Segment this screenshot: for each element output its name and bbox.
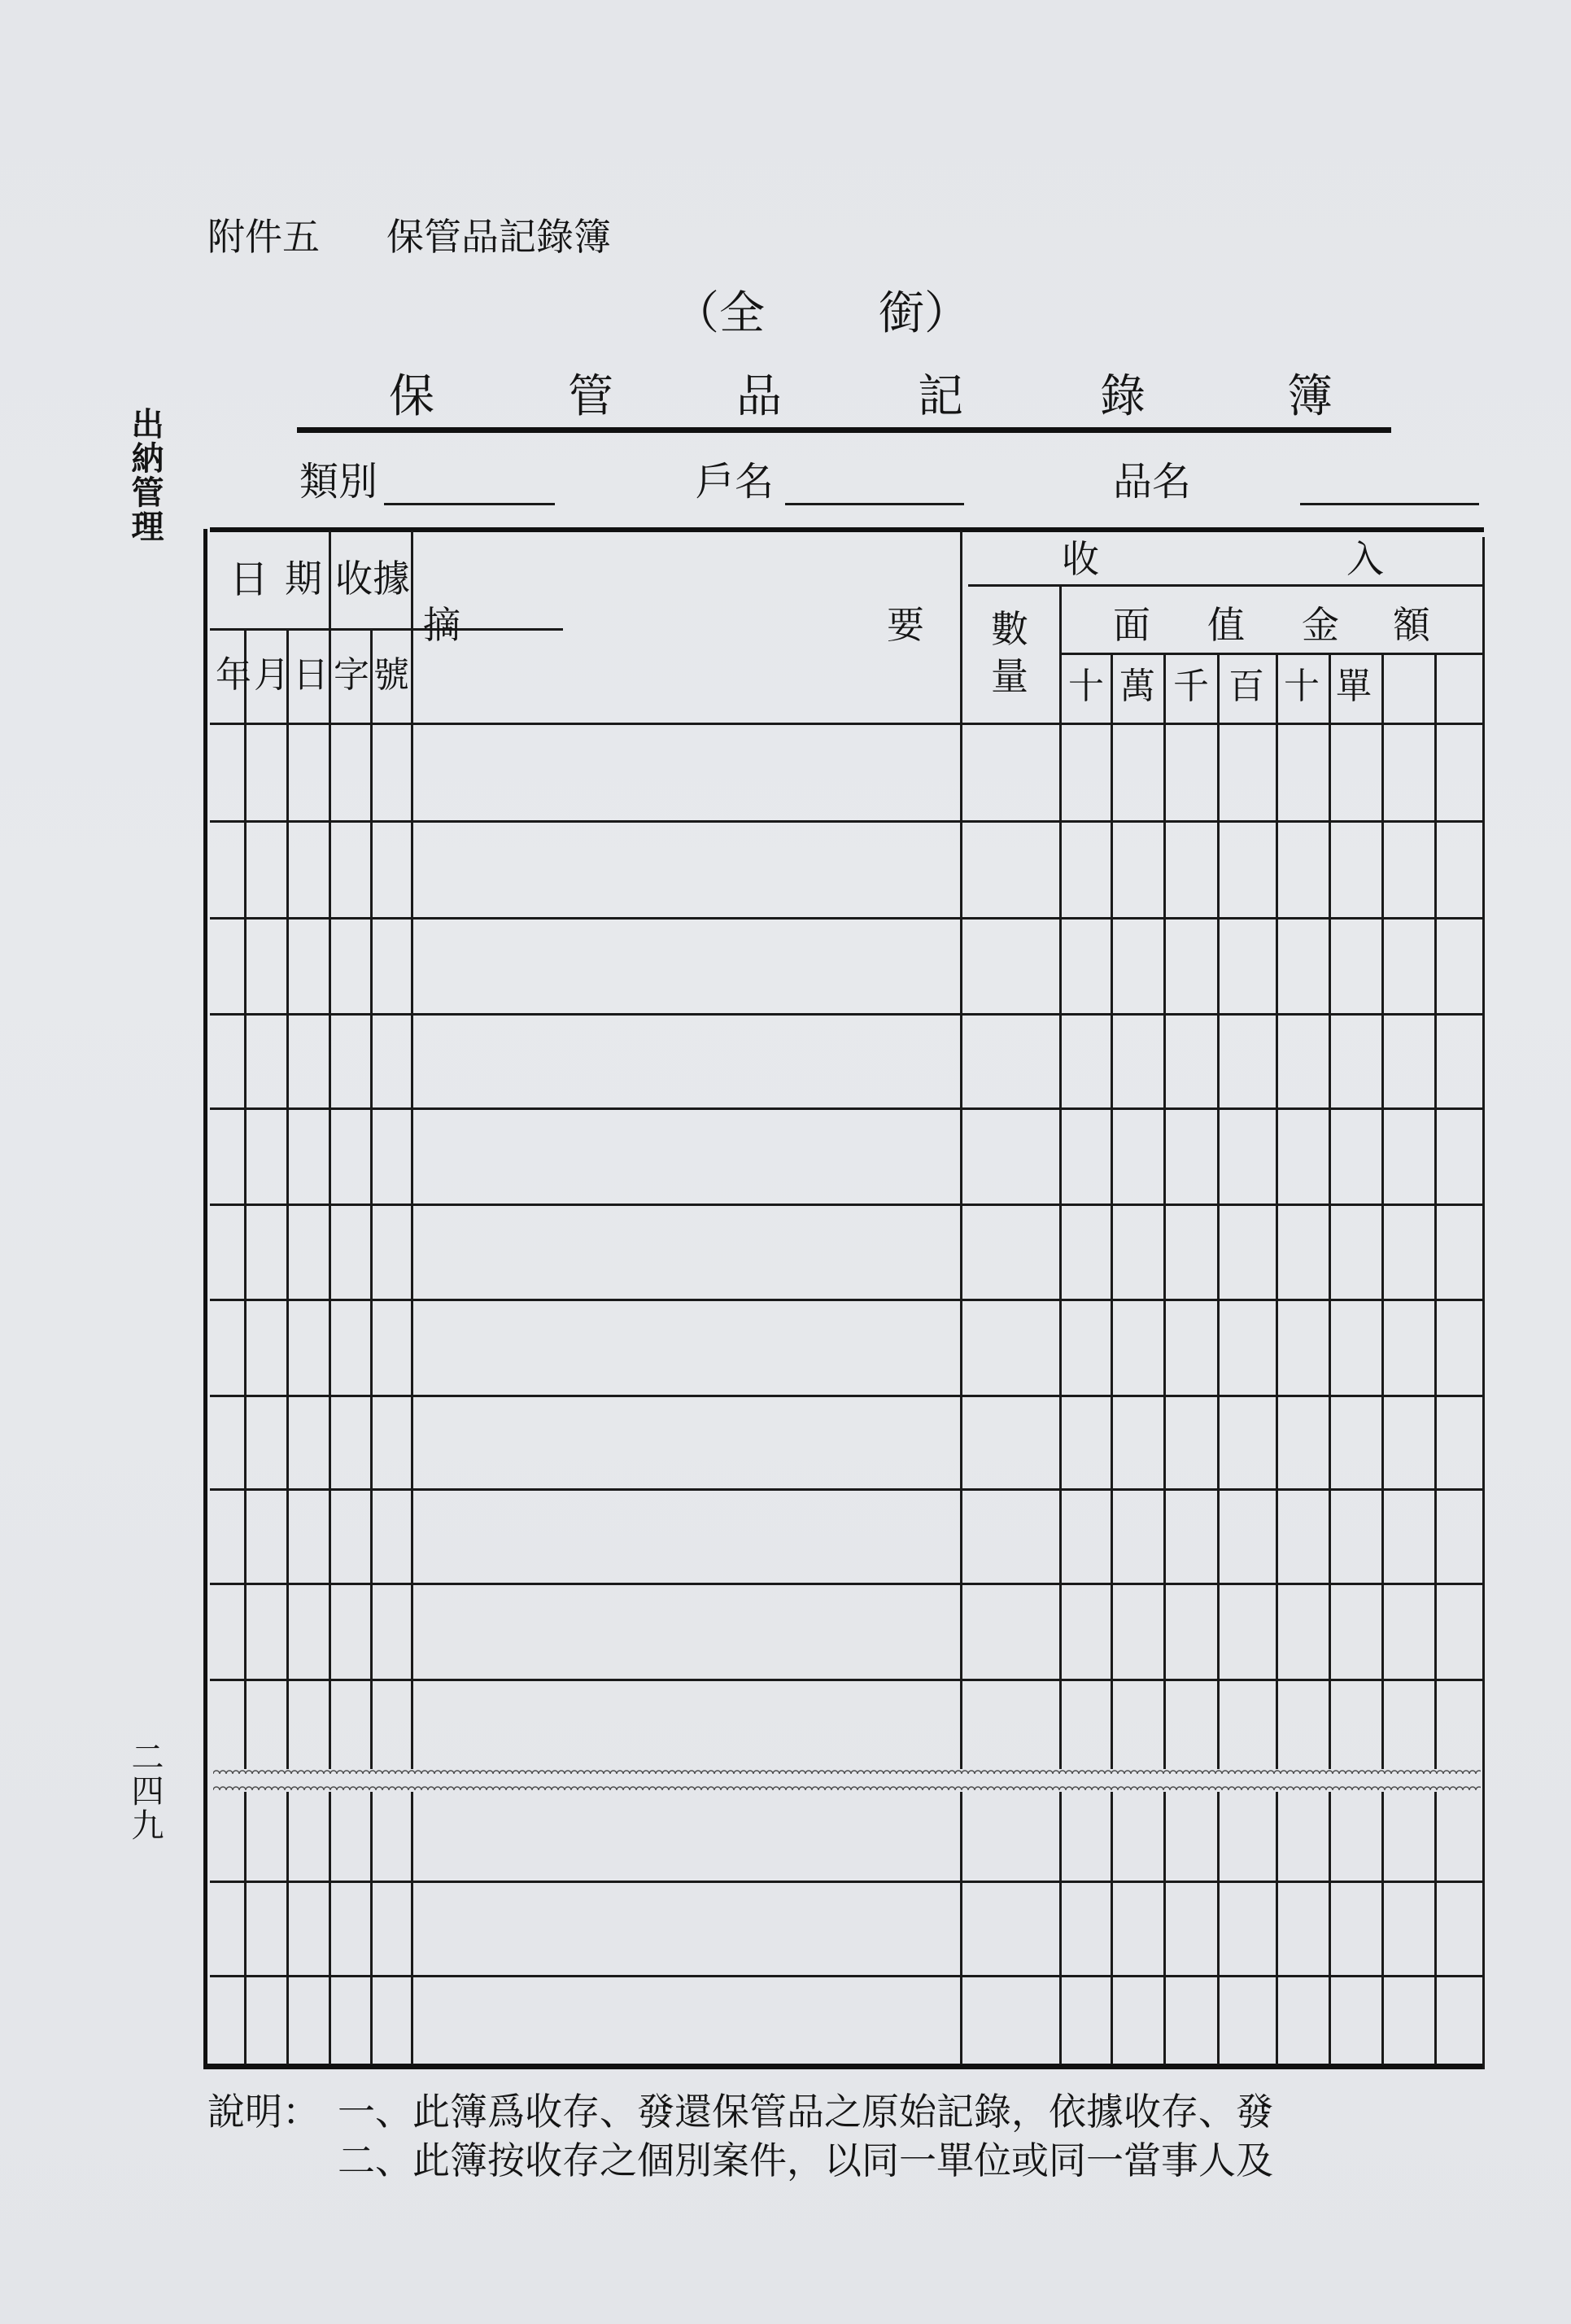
table-row[interactable] (207, 823, 1482, 916)
org-placeholder-open: （全 (674, 287, 765, 340)
form-title-char: 錄 (1100, 370, 1146, 423)
header-month: 月 (254, 654, 290, 696)
account-name-label: 戶名 (696, 459, 775, 505)
header-summary-right: 要 (887, 603, 924, 647)
header-bottom-line (210, 723, 1482, 725)
header-receipt-number: 號 (373, 654, 409, 696)
item-name-label: 品名 (1113, 459, 1192, 505)
notes-label: 說明： (207, 2090, 320, 2134)
page-number: 二四九 (126, 1740, 164, 1842)
table-top-border (210, 527, 1484, 532)
header-quantity-bottom: 量 (991, 654, 1028, 698)
header-summary-left: 摘 (423, 603, 460, 647)
table-row[interactable] (207, 920, 1482, 1012)
table-row[interactable] (207, 1883, 1482, 1974)
form-title-char: 保 (389, 370, 434, 423)
form-title-char: 簿 (1287, 370, 1333, 423)
table-row[interactable] (207, 1397, 1482, 1487)
header-income-right: 入 (1346, 537, 1384, 581)
attachment-title: 保管品記錄簿 (386, 215, 611, 259)
table-row[interactable] (207, 1792, 1482, 1880)
org-placeholder-close: 銜） (879, 287, 970, 340)
table-row[interactable] (207, 1681, 1482, 1767)
table-row[interactable] (207, 726, 1482, 819)
header-facevalue-divider (1062, 653, 1482, 655)
header-date-right: 期 (285, 557, 322, 601)
section-label: 出納管理 (126, 407, 164, 544)
note-item: 一、此簿爲收存、發還保管品之原始記錄，依據收存、發 (338, 2090, 1273, 2134)
header-facevalue-char: 值 (1207, 603, 1245, 647)
header-digit: 單 (1336, 666, 1372, 707)
header-facevalue-char: 額 (1393, 603, 1430, 647)
header-digit: 百 (1228, 666, 1264, 707)
form-title-char: 管 (568, 370, 613, 423)
table-bottom-border (205, 2064, 1484, 2069)
table-break-line (213, 1784, 1481, 1790)
note-item: 二、此簿按收存之個別案件，以同一單位或同一當事人及 (338, 2138, 1273, 2182)
table-right-border (1482, 537, 1485, 2069)
table-row[interactable] (207, 1110, 1482, 1203)
category-label: 類別 (299, 459, 378, 505)
header-digit: 十 (1284, 666, 1320, 707)
header-facevalue-char: 面 (1113, 603, 1150, 647)
header-date-left: 日 (229, 557, 269, 602)
table-break-line (213, 1767, 1481, 1774)
header-digit: 十 (1068, 666, 1104, 707)
header-digit: 萬 (1119, 666, 1155, 707)
table-row[interactable] (207, 1491, 1482, 1582)
header-facevalue-char: 金 (1302, 603, 1339, 647)
header-digit: 千 (1173, 666, 1209, 707)
table-row[interactable] (207, 1206, 1482, 1298)
attachment-label: 附件五 (207, 215, 320, 259)
form-title-char: 品 (736, 370, 782, 423)
header-income-divider (968, 584, 1482, 587)
table-row[interactable] (207, 1585, 1482, 1678)
header-date-receipt-divider (210, 628, 563, 631)
header-day: 日 (293, 654, 329, 696)
header-year: 年 (216, 654, 251, 696)
form-title-char: 記 (918, 370, 963, 423)
table-row[interactable] (207, 1301, 1482, 1394)
header-receipt-word: 字 (334, 654, 369, 696)
table-row[interactable] (207, 1016, 1482, 1107)
header-quantity-top: 數 (991, 607, 1028, 651)
header-income-left: 收 (1062, 537, 1099, 581)
header-receipt: 收據 (335, 557, 410, 601)
table-row[interactable] (207, 1977, 1482, 2063)
